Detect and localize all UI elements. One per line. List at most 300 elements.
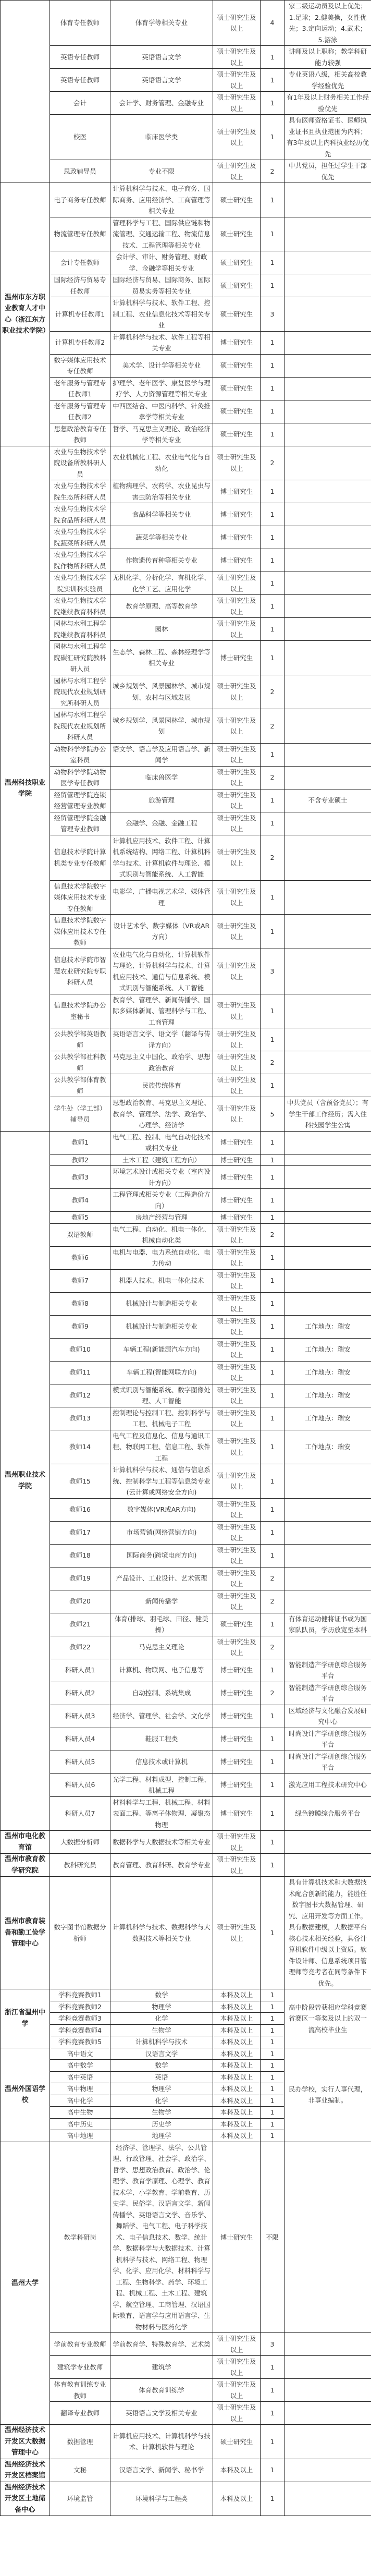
major-requirement: 设计艺术学、数字媒体（VR或AR方向）: [110, 915, 213, 949]
major-requirement: 管理科学与工程、国际供应链和物流管理、交通运输工程、物流信息技术、工程管理等相关专业: [110, 217, 213, 251]
education-requirement: 硕士研究生及以上: [213, 618, 261, 641]
other-requirements: 智能制造产学研创综合服务平台: [285, 1682, 371, 1705]
other-requirements: [285, 1223, 371, 1246]
major-requirement: 汉语言文学: [110, 2048, 213, 2060]
post-name: 农业与生物技术学院食品所科研人员: [50, 503, 110, 526]
major-requirement: 电机与电器、电力系统自动化、电力传动: [110, 1246, 213, 1269]
major-requirement: 计算机应用技术、计算机科学与技术、计算机软件与理论: [110, 2425, 213, 2459]
other-requirements: [285, 446, 371, 480]
post-name: 学科竞赛教师5: [50, 2036, 110, 2048]
major-requirement: 经济学、管理学、法学、公共管理、行政管理、社会学、政治学、哲学、思想政治教育、政治学、伦理学、教育学原理、心理学、教育技术学、小学教育、学前教育、历史学、民俗学、汉语言文学、新闻传播学、英语语言文学、音乐学、舞蹈学、电气工程、电子科学技术、电子信息技术、数学、统计学、数据科学与大数据技术、计算机科学与技术、网络工程、物理学、化学、应用化学、材料科学与工程、生物科学、药学、环境工程、机械工程、土木工程、建筑学、航空管理、工商管理、汉语国际教育、语言学与应用语言学、生物材料与医药化学: [110, 2142, 213, 2333]
major-requirement: 计算机应用技术、软件工程、计算机系统结构、网络工程、计算机科学与技术、计算机软件与理论、模式识别与智能系统、人工智能: [110, 835, 213, 880]
education-requirement: 博士研究生: [213, 1705, 261, 1728]
headcount: 2: [261, 1567, 285, 1590]
table-row: [1, 331, 371, 354]
major-requirement: 经济学、管理学、社会学、文化学: [110, 1705, 213, 1728]
post-name: 学科竞赛教师1: [50, 1989, 110, 2001]
table-row: [1, 400, 371, 423]
table-row: [1, 1028, 371, 1051]
headcount: 1: [261, 46, 285, 69]
other-requirements: 时尚设计产学研创综合服务平台: [285, 1751, 371, 1773]
other-requirements: 民办学校，实行人事代理，非事业编制。: [285, 2048, 371, 2142]
other-requirements: 工作地点：瑞安: [285, 1384, 371, 1407]
table-row: [1, 880, 371, 915]
major-requirement: 计算机、物联网、电子信息等: [110, 1659, 213, 1682]
education-requirement: 硕士研究生及以上: [213, 1831, 261, 1854]
education-requirement: 硕士研究生及以上: [213, 1567, 261, 1590]
other-requirements: [285, 618, 371, 641]
other-requirements: 有体育运动健将证书或为国家队队员，学历放宽至本科: [285, 1613, 371, 1636]
post-name: 教师8: [50, 1292, 110, 1315]
headcount: 1: [261, 2036, 285, 2048]
headcount: 1: [261, 2083, 285, 2095]
major-requirement: 旅游管理: [110, 789, 213, 812]
table-row: [1, 1773, 371, 1796]
table-row: [1, 1269, 371, 1292]
other-requirements: [285, 1166, 371, 1189]
education-requirement: 硕士研究生: [213, 423, 261, 446]
post-name: 文秘: [50, 2459, 110, 2482]
other-requirements: [285, 2402, 371, 2425]
post-name: 教师20: [50, 1590, 110, 1613]
other-requirements: [285, 709, 371, 744]
other-requirements: 有1年及以上财务相关工作经验优先: [285, 92, 371, 115]
other-requirements: 高中阶段曾获相应学科竞赛省赛区一等奖及以上的双一流高校毕业生: [285, 1989, 371, 2048]
post-name: 信息技术学院市智慧农业研究院专职科研人员: [50, 949, 110, 994]
education-requirement: 本科及以上: [213, 2482, 261, 2516]
major-requirement: 产品设计、工业设计、艺术管理: [110, 1567, 213, 1590]
post-name: 农业与生物技术学院蔬菜所科研人员: [50, 526, 110, 549]
education-requirement: 博士研究生: [213, 480, 261, 503]
major-requirement: 作物遗传育种等相关专业: [110, 549, 213, 572]
table-row: [1, 2482, 371, 2516]
table-row: [1, 835, 371, 880]
post-name: 物流管理专任教师: [50, 217, 110, 251]
headcount: 1: [261, 2107, 285, 2119]
post-name: 科研人员1: [50, 1659, 110, 1682]
other-requirements: 智能制造产学研创综合服务平台: [285, 1659, 371, 1682]
post-name: 教师1: [50, 1131, 110, 1154]
major-requirement: 体育(排球、羽毛球、田径、健美操）: [110, 1613, 213, 1636]
headcount: 1: [261, 2379, 285, 2402]
major-requirement: 国际商务(跨境电商方向): [110, 1544, 213, 1567]
other-requirements: 讲师及以上职称；教学科研能力较强: [285, 46, 371, 69]
education-requirement: 博士研究生: [213, 1773, 261, 1796]
headcount: 2: [261, 1051, 285, 1074]
post-name: 大数据分析师: [50, 1831, 110, 1854]
table-row: [1, 69, 371, 92]
post-name: 教师5: [50, 1212, 110, 1224]
education-requirement: 本科及以上: [213, 2013, 261, 2025]
table-row: [1, 377, 371, 400]
headcount: 1: [261, 1315, 285, 1338]
major-requirement: 英语语言文学: [110, 46, 213, 69]
post-name: 农业与生物技术学院设备所教科研人员: [50, 446, 110, 480]
table-row: [1, 1521, 371, 1544]
unit-name: [1, 1, 50, 183]
education-requirement: 硕士研究生及以上: [213, 2333, 261, 2356]
headcount: 1: [261, 400, 285, 423]
unit-name: 温州市东方职业教育人才中心（浙江东方职业技术学院）: [1, 183, 50, 446]
major-requirement: 物理学: [110, 2083, 213, 2095]
post-name: 教师6: [50, 1246, 110, 1269]
education-requirement: 硕士研究生及以上: [213, 1877, 261, 1989]
other-requirements: [285, 1269, 371, 1292]
headcount: 1: [261, 880, 285, 915]
headcount: 1: [261, 1430, 285, 1464]
education-requirement: 博士研究生: [213, 1166, 261, 1189]
headcount: 1: [261, 1384, 285, 1407]
headcount: 2: [261, 675, 285, 709]
education-requirement: 硕士研究生及以上: [213, 1028, 261, 1051]
major-requirement: 语文学、语言学及应用语言学、新闻学: [110, 743, 213, 766]
other-requirements: [285, 1028, 371, 1051]
headcount: 1: [261, 480, 285, 503]
post-name: 高中英语: [50, 2071, 110, 2083]
headcount: 1: [261, 994, 285, 1028]
other-requirements: 区域经济与文化融合发展研究中心: [285, 1705, 371, 1728]
major-requirement: 临床兽医学: [110, 766, 213, 789]
headcount: 1: [261, 1728, 285, 1751]
post-name: 数据管理: [50, 2425, 110, 2459]
major-requirement: 材料科学与工程、机械工程、材料表面工程、等离子体物理、凝聚态物理: [110, 1796, 213, 1831]
major-requirement: 护理学、老年医学、康复医学与理疗学、人力资源管理等相关专业: [110, 377, 213, 400]
unit-name: 浙江省温州中学: [1, 1989, 50, 2048]
major-requirement: 历史学: [110, 2118, 213, 2130]
table-row: [1, 1705, 371, 1728]
post-name: 动物科学学院动物医学专任教师: [50, 766, 110, 789]
headcount: 1: [261, 1989, 285, 2001]
major-requirement: 哲学、马克思主义理论、政治经济学等相关专业: [110, 423, 213, 446]
education-requirement: 博士研究生: [213, 1659, 261, 1682]
major-requirement: 英语语言文学及相关专业: [110, 2402, 213, 2425]
post-name: 农业与生物技术学院继续教育科科员: [50, 595, 110, 618]
table-row: [1, 549, 371, 572]
education-requirement: 博士研究生: [213, 1212, 261, 1224]
table-row: [1, 766, 371, 789]
post-name: 农业与生物技术学院作物所科研人员: [50, 549, 110, 572]
headcount: 1: [261, 274, 285, 297]
education-requirement: 硕士研究生及以上: [213, 1, 261, 46]
major-requirement: 汉语言文学、新闻学、秘书学: [110, 2459, 213, 2482]
table-row: [1, 641, 371, 675]
table-row: [1, 503, 371, 526]
headcount: 1: [261, 1361, 285, 1384]
major-requirement: 教育学原理、高等教育学: [110, 595, 213, 618]
education-requirement: 硕士研究生及以上: [213, 880, 261, 915]
headcount: 不限: [261, 2142, 285, 2333]
table-row: [1, 1131, 371, 1154]
major-requirement: 教育管理、教育科研、教育学专业: [110, 1854, 213, 1877]
post-name: 高中生物: [50, 2107, 110, 2119]
post-name: 教师9: [50, 1315, 110, 1338]
other-requirements: 具有医师资格证书、医师执业证书且执业范围为内科；有3年及以上内科执业经历优先: [285, 115, 371, 160]
education-requirement: 硕士研究生及以上: [213, 1246, 261, 1269]
post-name: 会计专任教师: [50, 251, 110, 274]
table-row: [1, 1567, 371, 1590]
other-requirements: 工作地点：瑞安: [285, 1407, 371, 1430]
other-requirements: [285, 1498, 371, 1521]
post-name: 教师2: [50, 1154, 110, 1166]
education-requirement: 硕士研究生及以上: [213, 595, 261, 618]
table-row: [1, 1246, 371, 1269]
headcount: 1: [261, 1028, 285, 1051]
headcount: 1: [261, 789, 285, 812]
table-row: [1, 1384, 371, 1407]
table-row: [1, 1338, 371, 1361]
education-requirement: 硕士研究生及以上: [213, 835, 261, 880]
headcount: 3: [261, 949, 285, 994]
table-row: [1, 274, 371, 297]
post-name: 教师10: [50, 1338, 110, 1361]
major-requirement: 地理学: [110, 2130, 213, 2142]
headcount: 1: [261, 2001, 285, 2013]
table-row: [1, 994, 371, 1028]
post-name: 园林与水利工程学院继续教育科科员: [50, 618, 110, 641]
major-requirement: 会计学、审计、财务管理、财政学、金融学等相关专业: [110, 251, 213, 274]
major-requirement: 房地产经营与管理: [110, 1212, 213, 1224]
major-requirement: 美术学、设计学等相关专业: [110, 354, 213, 377]
post-name: 高中历史: [50, 2118, 110, 2130]
post-name: 教师11: [50, 1361, 110, 1384]
headcount: 2: [261, 709, 285, 744]
table-row: [1, 217, 371, 251]
headcount: 1: [261, 354, 285, 377]
other-requirements: [285, 1131, 371, 1154]
other-requirements: [285, 480, 371, 503]
headcount: 1: [261, 1246, 285, 1269]
headcount: 1: [261, 1521, 285, 1544]
headcount: 1: [261, 183, 285, 217]
headcount: 1: [261, 331, 285, 354]
headcount: 1: [261, 1464, 285, 1499]
table-row: [1, 949, 371, 994]
post-name: 公共教学部英语教师: [50, 1028, 110, 1051]
other-requirements: [285, 1154, 371, 1166]
table-row: [1, 1407, 371, 1430]
other-requirements: [285, 766, 371, 789]
major-requirement: 自动控制、系统集成: [110, 1682, 213, 1705]
table-row: [1, 1361, 371, 1384]
education-requirement: 硕士研究生及以上: [213, 446, 261, 480]
education-requirement: 博士研究生: [213, 1189, 261, 1212]
headcount: 1: [261, 2425, 285, 2459]
table-row: [1, 2459, 371, 2482]
other-requirements: [285, 743, 371, 766]
headcount: 1: [261, 2024, 285, 2036]
other-requirements: [285, 1636, 371, 1659]
other-requirements: [285, 183, 371, 217]
headcount: 3: [261, 2333, 285, 2356]
major-requirement: 计算机科学与技术、电子商务、国际商务、应用经济学、工商管理等相关专业: [110, 183, 213, 217]
unit-name: 温州经济技术开发区大数据管理中心: [1, 2425, 50, 2459]
post-name: 计算机专任教师1: [50, 297, 110, 332]
major-requirement: 学前教育学、特殊教育学、艺术类: [110, 2333, 213, 2356]
education-requirement: 硕士研究生及以上: [213, 1544, 261, 1567]
other-requirements: [285, 297, 371, 332]
other-requirements: [285, 1854, 371, 1877]
table-row: [1, 115, 371, 160]
major-requirement: 农业电气化与自动化、计算机软件与理论、计算机科学与技术、计算机应用技术、通信与信息系统、模式识别与智能系统、人工智能: [110, 949, 213, 994]
major-requirement: 电气工程、自动化、机电一体化、机械自动化类: [110, 1223, 213, 1246]
post-name: 教师4: [50, 1189, 110, 1212]
other-requirements: [285, 2459, 371, 2482]
headcount: 3: [261, 297, 285, 332]
headcount: 1: [261, 549, 285, 572]
major-requirement: 教育学、管理学、新闻传播学、国际多媒体新闻、管理科学与工程、工商管理: [110, 994, 213, 1028]
headcount: 1: [261, 503, 285, 526]
education-requirement: 硕士研究生及以上: [213, 46, 261, 69]
recruitment-table-body: [1, 1, 371, 2516]
education-requirement: 硕士研究生及以上: [213, 915, 261, 949]
major-requirement: 英语语言文学、语文学（翻译与传译方向）: [110, 1028, 213, 1051]
table-row: [1, 2379, 371, 2402]
education-requirement: 硕士研究生: [213, 377, 261, 400]
education-requirement: 本科及以上: [213, 2095, 261, 2107]
major-requirement: 英语语言文学: [110, 69, 213, 92]
post-name: 学前教育专业教师: [50, 2333, 110, 2356]
table-row: [1, 595, 371, 618]
education-requirement: 硕士研究生及以上: [213, 1521, 261, 1544]
headcount: 1: [261, 1751, 285, 1773]
post-name: 教科研究员: [50, 1854, 110, 1877]
education-requirement: 硕士研究生及以上: [213, 92, 261, 115]
post-name: 教师15: [50, 1464, 110, 1499]
post-name: 科研人员2: [50, 1682, 110, 1705]
major-requirement: 机械设计与制造相关专业: [110, 1292, 213, 1315]
education-requirement: 硕士研究生及以上: [213, 949, 261, 994]
post-name: 科研人员3: [50, 1705, 110, 1728]
headcount: 1: [261, 618, 285, 641]
post-name: 园林与水利工程学院现代农业规划研究所科研人员: [50, 675, 110, 709]
education-requirement: 本科及以上: [213, 2036, 261, 2048]
headcount: 1: [261, 641, 285, 675]
major-requirement: 计算机科学与技术: [110, 2036, 213, 2048]
education-requirement: 硕士研究生及以上: [213, 1464, 261, 1499]
unit-name: 温州经济技术开发区土地储备中心: [1, 2482, 50, 2516]
headcount: 1: [261, 1659, 285, 1682]
headcount: 1: [261, 812, 285, 835]
major-requirement: 无机化学、分析化学、有机化学、化学工艺、应用化学: [110, 572, 213, 595]
education-requirement: 本科及以上: [213, 2107, 261, 2119]
major-requirement: 国际经济与贸易、国际商务、国际贸易实务等相关专业: [110, 274, 213, 297]
education-requirement: 硕士研究生及以上: [213, 1338, 261, 1361]
major-requirement: 建筑学: [110, 2356, 213, 2379]
headcount: 1: [261, 2095, 285, 2107]
other-requirements: 工作地点：瑞安: [285, 1315, 371, 1338]
post-name: 学生处（学工部）辅导员: [50, 1097, 110, 1132]
education-requirement: 硕士研究生及以上: [213, 812, 261, 835]
post-name: 园林与水利工程学院现代农业规划所科研人员: [50, 709, 110, 744]
post-name: 教师16: [50, 1498, 110, 1521]
other-requirements: [285, 1590, 371, 1613]
other-requirements: 不含专业硕士: [285, 789, 371, 812]
headcount: 1: [261, 2060, 285, 2072]
other-requirements: [285, 1292, 371, 1315]
other-requirements: [285, 641, 371, 675]
other-requirements: [285, 2333, 371, 2356]
other-requirements: [285, 1544, 371, 1567]
major-requirement: 数据科学与大数据技术等相关专业: [110, 1831, 213, 1854]
other-requirements: [285, 423, 371, 446]
major-requirement: 金融学、金融、金融工程: [110, 812, 213, 835]
table-row: [1, 480, 371, 503]
education-requirement: 本科及以上: [213, 2024, 261, 2036]
major-requirement: 电影学、广播电视艺术学、媒体管理: [110, 880, 213, 915]
table-row: [1, 709, 371, 744]
headcount: 1: [261, 1773, 285, 1796]
post-name: 会计: [50, 92, 110, 115]
education-requirement: 硕士研究生及以上: [213, 789, 261, 812]
education-requirement: 硕士研究生及以上: [213, 766, 261, 789]
education-requirement: 本科及以上: [213, 2083, 261, 2095]
table-row: [1, 297, 371, 332]
table-row: [1, 2356, 371, 2379]
major-requirement: 土木工程（建筑工程方向）: [110, 1154, 213, 1166]
table-row: [1, 1682, 371, 1705]
other-requirements: 时尚设计产学研创综合服务平台: [285, 1728, 371, 1751]
unit-name: 温州大学: [1, 2142, 50, 2425]
headcount: 1: [261, 2071, 285, 2083]
other-requirements: [285, 812, 371, 835]
education-requirement: 硕士研究生: [213, 400, 261, 423]
education-requirement: 硕士研究生及以上: [213, 1407, 261, 1430]
headcount: 1: [261, 2048, 285, 2060]
post-name: 高中数学: [50, 2060, 110, 2072]
education-requirement: 硕士研究生及以上: [213, 1636, 261, 1659]
post-name: 经贸管理学院金融管理专业教师: [50, 812, 110, 835]
headcount: 2: [261, 1636, 285, 1659]
education-requirement: 硕士研究生及以上: [213, 1430, 261, 1464]
major-requirement: 植物病理学、农药学、农业昆虫与害虫防治等相关专业: [110, 480, 213, 503]
post-name: 校医: [50, 115, 110, 160]
other-requirements: [285, 675, 371, 709]
major-requirement: 计算机科学与技术、软件工程、控制工程、农业信息化技术等相关专业: [110, 297, 213, 332]
post-name: 教师18: [50, 1544, 110, 1567]
headcount: 1: [261, 1498, 285, 1521]
education-requirement: 博士研究生: [213, 1796, 261, 1831]
education-requirement: 本科及以上: [213, 2048, 261, 2060]
major-requirement: 农业机械化工程、农业电气化与自动化: [110, 446, 213, 480]
table-row: [1, 1074, 371, 1097]
post-name: 公共教学部体育教师: [50, 1074, 110, 1097]
headcount: 1: [261, 2402, 285, 2425]
education-requirement: 硕士研究生及以上: [213, 2356, 261, 2379]
major-requirement: 计算机科学与技术、软件工程等相关专业: [110, 331, 213, 354]
post-name: 科研人员6: [50, 1773, 110, 1796]
table-row: [1, 1189, 371, 1212]
other-requirements: [285, 2356, 371, 2379]
other-requirements: [285, 1074, 371, 1097]
education-requirement: 硕士研究生: [213, 217, 261, 251]
major-requirement: 控制理论与控制工程、控制科学与工程、机械电子工程: [110, 1407, 213, 1430]
education-requirement: 硕士研究生及以上: [213, 743, 261, 766]
other-requirements: [285, 595, 371, 618]
education-requirement: 硕士研究生及以上: [213, 1315, 261, 1338]
headcount: 1: [261, 1212, 285, 1224]
table-row: [1, 183, 371, 217]
unit-name: 温州外国语学校: [1, 2048, 50, 2142]
table-row: [1, 1498, 371, 1521]
other-requirements: [285, 994, 371, 1028]
headcount: 2: [261, 1223, 285, 1246]
post-name: 老年服务与管理专任教师1: [50, 377, 110, 400]
other-requirements: 具有计算机技术和大数据技术配合创新的能力，能胜任数字图书大数据管理、研究、应用开发等方面工作。具有数据建模，大数据平台核心技术相关经验，具备计算机软件中级以上资质。软件设计师、信息系统项目管理师等竞考者在同等条件下优先。: [285, 1877, 371, 1989]
education-requirement: 硕士研究生及以上: [213, 1223, 261, 1246]
post-name: 学科竞赛教师4: [50, 2024, 110, 2036]
table-row: [1, 160, 371, 183]
major-requirement: 生物学: [110, 2024, 213, 2036]
